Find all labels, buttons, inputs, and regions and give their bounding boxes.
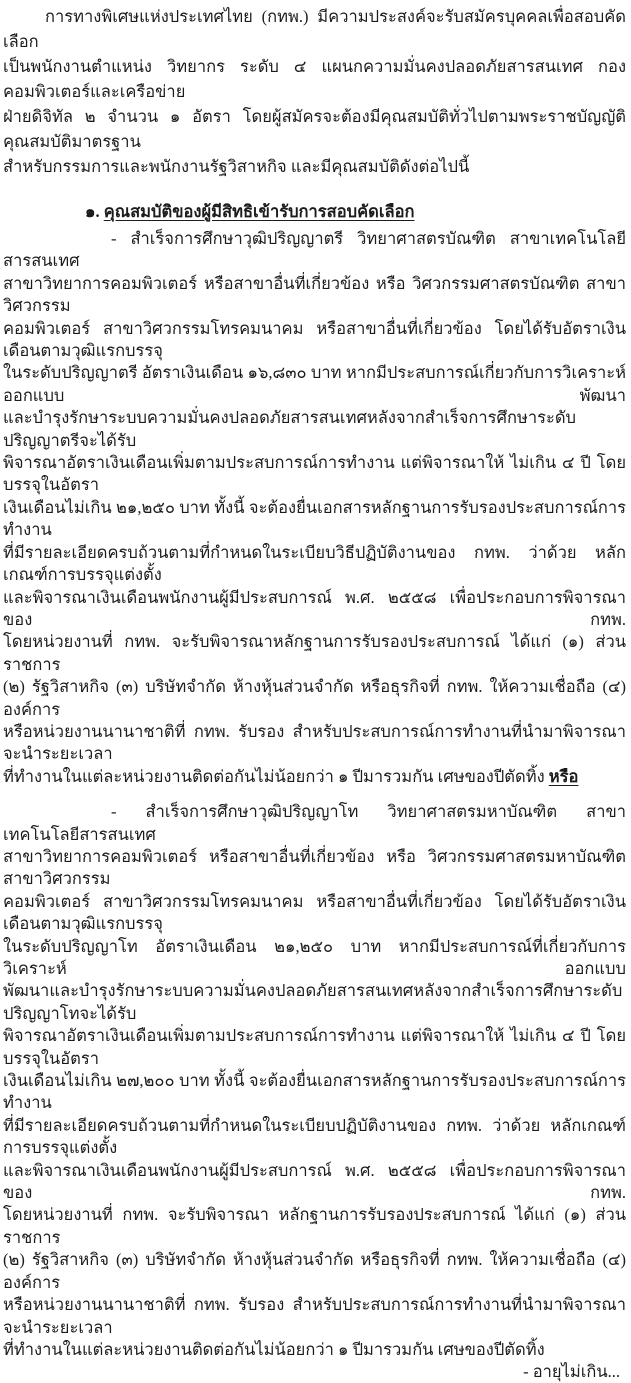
text-line: ที่ทำงานในแต่ละหน่วยงานติดต่อกันไม่น้อยกว่า ๑ ปีมารวมกัน เศษของปีตัดทิ้ง	[3, 1339, 545, 1359]
text-line: โดยหน่วยงานที่ กทพ. จะรับพิจารณา หลักฐานการรับรองประสบการณ์ ได้แก่ (๑) ส่วนราชการ	[3, 1205, 626, 1247]
bullet-bachelor-paragraph	[3, 228, 626, 788]
text-line: หรือหน่วยงานนานาชาติที่ กทพ. รับรอง สำหรับประสบการณ์การทำงานที่นำมาพิจารณาจะนำระยะเวลา	[3, 721, 626, 764]
text-line: และพิจารณาเงินเดือนพนักงานผู้มีประสบการณ์ พ.ศ. ๒๕๕๘ เพื่อประกอบการพิจารณาของ กทพ.	[3, 587, 626, 629]
section-number: ๑.	[85, 202, 100, 221]
text-line: หรือหน่วยงานนานาชาติที่ กทพ. รับรอง สำหรับประสบการณ์การทำงานที่นำมาพิจารณาจะนำระยะเวลา	[3, 1295, 626, 1337]
bullet-master-lines	[3, 801, 626, 1361]
text-line: เป็นพนักงานตำแหน่ง วิทยากร ระดับ ๔ แผนกความมั่นคงปลอดภัยสารสนเทศ กองคอมพิวเตอร์และเครือข่าย	[3, 57, 626, 101]
text-line: ที่มีรายละเอียดครบถ้วนตามที่กำหนดในระเบียบวิธีปฏิบัติงานของ กทพ. ว่าด้วย หลักเกณฑ์การบรรจุแต่งตั้ง	[3, 542, 626, 585]
underlined-or: หรือ	[548, 766, 579, 786]
text-line: ในระดับปริญญาโท อัตราเงินเดือน ๒๑,๒๕๐ บาท หากมีประสบการณ์ที่เกี่ยวกับการวิเคราะห์ ออกแบบ	[3, 936, 626, 978]
continuation-text: - อายุไม่เกิน...	[523, 1362, 620, 1382]
text-line: พิจารณาอัตราเงินเดือนเพิ่มตามประสบการณ์การทำงาน แต่พิจารณาให้ ไม่เกิน ๔ ปี โดยบรรจุในอัตรา	[3, 453, 626, 495]
text-line: เงินเดือนไม่เกิน ๒๗,๒๐๐ บาท ทั้งนี้ จะต้องยื่นเอกสารหลักฐานการรับรองประสบการณ์การทำงาน	[3, 1071, 626, 1113]
text-line: (๒) รัฐวิสาหกิจ (๓) บริษัทจำกัด ห้างหุ้นส่วนจำกัด หรือธุรกิจที่ กทพ. ให้ความเชื่อถือ (๔) องค์การ	[3, 1250, 626, 1292]
text-line: สาขาวิทยาการคอมพิวเตอร์ หรือสาขาอื่นที่เกี่ยวข้อง หรือ วิศวกรรมศาสตรมหาบัณฑิต สาขาวิศวกรรม	[3, 846, 626, 889]
intro-lines	[3, 4, 626, 179]
text-line: คอมพิวเตอร์ สาขาวิศวกรรมโทรคมนาคม หรือสาขาอื่นที่เกี่ยวข้อง โดยได้รับอัตราเงินเดือนตามวุฒิแรกบรรจุ	[3, 318, 626, 361]
text-line: สาขาวิทยาการคอมพิวเตอร์ หรือสาขาอื่นที่เกี่ยวข้อง หรือ วิศวกรรมศาสตรบัณฑิต สาขาวิศวกรรม	[3, 273, 626, 316]
bullet-master-paragraph	[3, 801, 626, 1361]
text-line: พัฒนาและบำรุงรักษาระบบความมั่นคงปลอดภัยสารสนเทศหลังจากสำเร็จการศึกษาระดับปริญญาโทจะได้รับ	[3, 981, 623, 1023]
text-line: สำหรับกรรมการและพนักงานรัฐวิสาหกิจ และมีคุณสมบัติดังต่อไปนี้	[3, 157, 470, 176]
text-line: ในระดับปริญญาตรี อัตราเงินเดือน ๑๖,๘๓๐ บาท หากมีประสบการณ์เกี่ยวกับการวิเคราะห์ ออกแบบ พัฒนา	[3, 363, 626, 405]
line-text: ที่ทำงานในแต่ละหน่วยงานติดต่อกันไม่น้อยกว่า ๑ ปีมารวมกัน เศษของปีตัดทิ้ง	[3, 766, 549, 786]
section-heading	[85, 200, 626, 224]
intro-paragraph	[3, 4, 626, 179]
text-line: คอมพิวเตอร์ สาขาวิศวกรรมโทรคมนาคม หรือสาขาอื่นที่เกี่ยวข้อง โดยได้รับอัตราเงินเดือนตามวุฒิแรกบรรจุ	[3, 891, 626, 934]
text-line: และบำรุงรักษาระบบความมั่นคงปลอดภัยสารสนเทศหลังจากสำเร็จการศึกษาระดับปริญญาตรีจะได้รับ	[3, 408, 577, 450]
bullet-bachelor-lines	[3, 228, 626, 766]
text-line: (๒) รัฐวิสาหกิจ (๓) บริษัทจำกัด ห้างหุ้นส่วนจำกัด หรือธุรกิจที่ กทพ. ให้ความเชื่อถือ (๔) องค์การ	[3, 677, 626, 719]
section-title: คุณสมบัติของผู้มีสิทธิเข้ารับการสอบคัดเลือก	[103, 202, 415, 221]
text-line: - สำเร็จการศึกษาวุฒิปริญญาโท วิทยาศาสตรมหาบัณฑิต สาขาเทคโนโลยีสารสนเทศ	[3, 802, 626, 844]
text-line: พิจารณาอัตราเงินเดือนเพิ่มตามประสบการณ์การทำงาน แต่พิจารณาให้ ไม่เกิน ๔ ปี โดยบรรจุในอัตรา	[3, 1026, 626, 1068]
text-line: ฝ่ายดิจิทัล ๒ จำนวน ๑ อัตรา โดยผู้สมัครจะต้องมีคุณสมบัติทั่วไปตามพระราชบัญญัติคุณสมบัติมาตรฐาน	[3, 107, 626, 151]
text-line: และพิจารณาเงินเดือนพนักงานผู้มีประสบการณ์ พ.ศ. ๒๕๕๘ เพื่อประกอบการพิจารณาของ กทพ.	[3, 1160, 626, 1203]
text-line: ที่มีรายละเอียดครบถ้วนตามที่กำหนดในระเบียบปฏิบัติงานของ กทพ. ว่าด้วย หลักเกณฑ์การบรรจุแต่งตั้ง	[3, 1115, 626, 1158]
text-line: โดยหน่วยงานที่ กทพ. จะรับพิจารณาหลักฐานการรับรองประสบการณ์ ได้แก่ (๑) ส่วนราชการ	[3, 632, 626, 674]
text-line: เงินเดือนไม่เกิน ๒๑,๒๕๐ บาท ทั้งนี้ จะต้องยื่นเอกสารหลักฐานการรับรองประสบการณ์การทำงาน	[3, 497, 626, 540]
text-line: การทางพิเศษแห่งประเทศไทย (กทพ.) มีความประสงค์จะรับสมัครบุคคลเพื่อสอบคัดเลือก	[3, 7, 626, 51]
text-line	[3, 766, 626, 788]
text-line: - สำเร็จการศึกษาวุฒิปริญญาตรี วิทยาศาสตรบัณฑิต สาขาเทคโนโลยีสารสนเทศ	[3, 229, 626, 271]
